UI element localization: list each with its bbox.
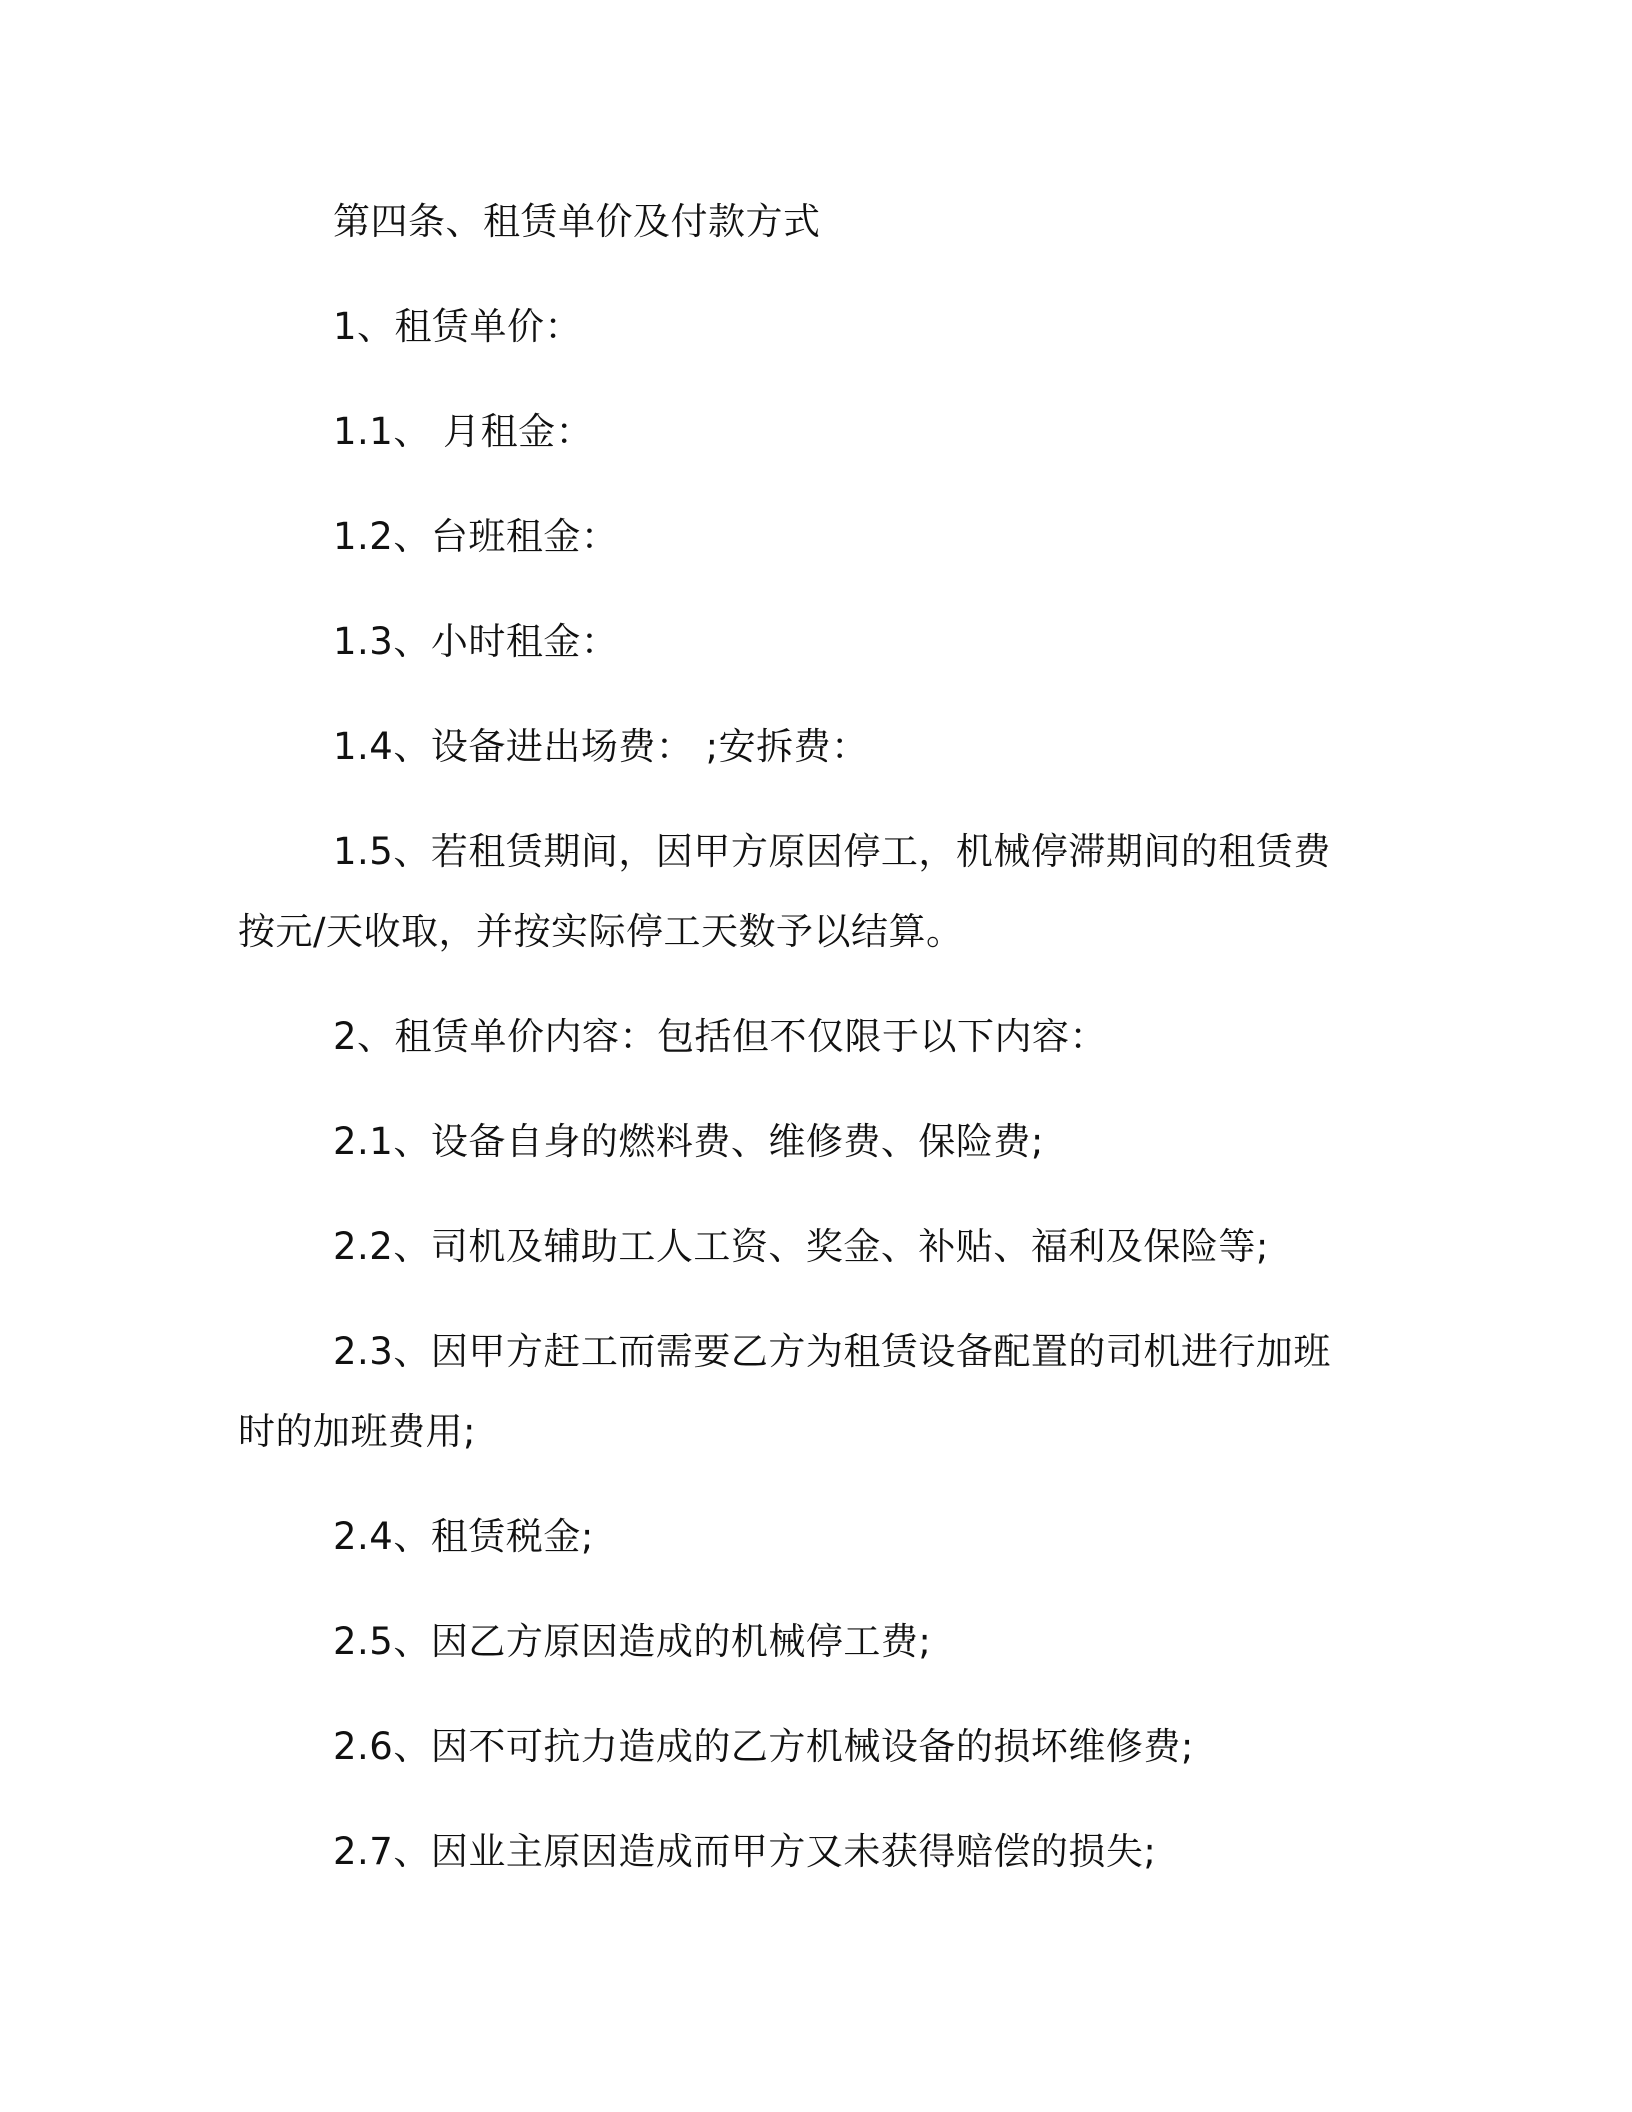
document-body [238,182,1358,1917]
clause-2-1: 2.1、设备自身的燃料费、维修费、保险费; [333,1120,1044,1163]
clause-2-7: 2.7、因业主原因造成而甲方又未获得赔偿的损失; [333,1830,1157,1873]
clause-2-5: 2.5、因乙方原因造成的机械停工费; [333,1620,932,1663]
clause-2-3: 2.3、因甲方赶工而需要乙方为租赁设备配置的司机进行加班时的加班费用; [238,1330,1331,1453]
clause-2: 2、租赁单价内容：包括但不仅限于以下内容： [333,1015,1108,1058]
clause-1-3: 1.3、小时租金： [333,620,619,663]
clause-1-2: 1.2、台班租金： [333,515,619,558]
clause-1-5: 1.5、若租赁期间，因甲方原因停工，机械停滞期间的租赁费按元/天收取，并按实际停工天数予以结算。 [238,830,1331,953]
clause-1-4: 1.4、设备进出场费： ;安拆费： [333,725,869,768]
article-heading: 第四条、租赁单价及付款方式 [333,200,821,243]
clause-2-2: 2.2、司机及辅助工人工资、奖金、补贴、福利及保险等; [333,1225,1269,1268]
clause-1-1: 1.1、 月租金： [333,410,594,453]
clause-1: 1、租赁单价： [333,305,583,348]
clause-2-6: 2.6、因不可抗力造成的乙方机械设备的损坏维修费; [333,1725,1194,1768]
clause-2-4: 2.4、租赁税金; [333,1515,594,1558]
